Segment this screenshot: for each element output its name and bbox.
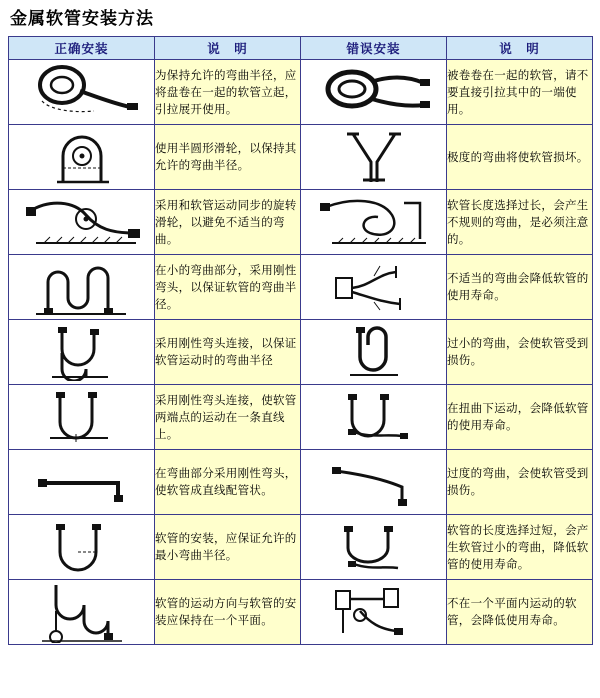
correct-note-cell: 在弯曲部分采用刚性弯头，使软管成直线配管状。 [155, 450, 301, 515]
improper-bend-reduces-life-icon [314, 258, 434, 316]
correct-note-cell: 采用和软管运动同步的旋转滑轮，以避免不适当的弯曲。 [155, 190, 301, 255]
table-row [9, 580, 593, 645]
straight-pipe-rigid-elbow-icon [22, 453, 142, 511]
wrong-illustration-cell [301, 320, 447, 385]
correct-note-cell: 在小的弯曲部分，采用刚性弯头，以保证软管的弯曲半径。 [155, 255, 301, 320]
wrong-note-cell: 极度的弯曲将使软管损坏。 [447, 125, 593, 190]
wrong-note-cell: 过度的弯曲，会使软管受到损伤。 [447, 450, 593, 515]
rigid-bend-small-radius-icon [22, 258, 142, 316]
table-row [9, 60, 593, 125]
sharp-bend-hose-icon [319, 128, 429, 186]
excess-length-irregular-bend-icon [308, 193, 440, 251]
correct-note-cell: 软管的运动方向与软管的安装应保持在一个平面。 [155, 580, 301, 645]
correct-note-cell: 软管的安装，应保证允许的最小弯曲半径。 [155, 515, 301, 580]
correct-illustration-cell [9, 190, 155, 255]
semicircular-guide-pulley-icon [27, 128, 137, 186]
correct-note-cell: 使用半圆形滑轮，以保持其允许的弯曲半径。 [155, 125, 301, 190]
header-wrong-note: 说 明 [447, 37, 593, 60]
page-title: 金属软管安装方法 [10, 9, 154, 29]
table-row [9, 385, 593, 450]
wrong-note-cell: 被卷卷在一起的软管，请不要直接引拉其中的一端使用。 [447, 60, 593, 125]
table-row [9, 125, 593, 190]
table-row [9, 190, 593, 255]
table-row [9, 255, 593, 320]
out-of-plane-motion-icon [314, 581, 434, 643]
too-short-length-bend-icon [314, 518, 434, 576]
minimum-bend-radius-install-icon [22, 518, 142, 576]
table-row [9, 450, 593, 515]
wrong-note-cell: 过小的弯曲，会使软管受到损伤。 [447, 320, 593, 385]
rigid-elbow-connection-icon [22, 323, 142, 381]
correct-note-cell: 为保持允许的弯曲半径，应将盘卷在一起的软管立起，引拉展开使用。 [155, 60, 301, 125]
correct-illustration-cell [9, 385, 155, 450]
wrong-note-cell: 在扭曲下运动，会降低软管的使用寿命。 [447, 385, 593, 450]
wrong-illustration-cell [301, 385, 447, 450]
wrong-illustration-cell [301, 60, 447, 125]
correct-illustration-cell [9, 255, 155, 320]
correct-note-cell: 采用刚性弯头连接，以保证软管运动时的弯曲半径 [155, 320, 301, 385]
torsional-u-bend-icon [314, 388, 434, 446]
wrong-illustration-cell [301, 450, 447, 515]
correct-illustration-cell [9, 515, 155, 580]
synchronized-rotating-pulley-icon [16, 193, 148, 251]
wrong-illustration-cell [301, 190, 447, 255]
tangled-coiled-hose-icon [314, 63, 434, 121]
wrong-note-cell: 不在一个平面内运动的软管，会降低使用寿命。 [447, 580, 593, 645]
wrong-note-cell: 软管的长度选择过短，会产生软管过小的弯曲，降低软管的使用寿命。 [447, 515, 593, 580]
wrong-illustration-cell [301, 125, 447, 190]
too-small-bend-radius-icon [314, 323, 434, 381]
table-row [9, 320, 593, 385]
correct-illustration-cell [9, 320, 155, 385]
header-wrong-install: 错误安装 [301, 37, 447, 60]
header-correct-install: 正确安装 [9, 37, 155, 60]
table-header-row [9, 37, 593, 60]
wrong-note-cell: 软管长度选择过长，会产生不规则的弯曲，是必须注意的。 [447, 190, 593, 255]
correct-note-cell: 采用刚性弯头连接，使软管两端点的运动在一条直线上。 [155, 385, 301, 450]
coiled-hose-on-spool-icon [22, 63, 142, 121]
correct-illustration-cell [9, 60, 155, 125]
u-shape-rigid-elbow-icon [22, 388, 142, 446]
hose-installation-table [8, 36, 593, 645]
wrong-note-cell: 不适当的弯曲会降低软管的使用寿命。 [447, 255, 593, 320]
same-plane-motion-icon [22, 581, 142, 643]
table-row [9, 515, 593, 580]
header-correct-note: 说 明 [155, 37, 301, 60]
wrong-illustration-cell [301, 255, 447, 320]
wrong-illustration-cell [301, 580, 447, 645]
correct-illustration-cell [9, 125, 155, 190]
over-bending-damage-icon [314, 453, 434, 511]
correct-illustration-cell [9, 580, 155, 645]
correct-illustration-cell [9, 450, 155, 515]
wrong-illustration-cell [301, 515, 447, 580]
